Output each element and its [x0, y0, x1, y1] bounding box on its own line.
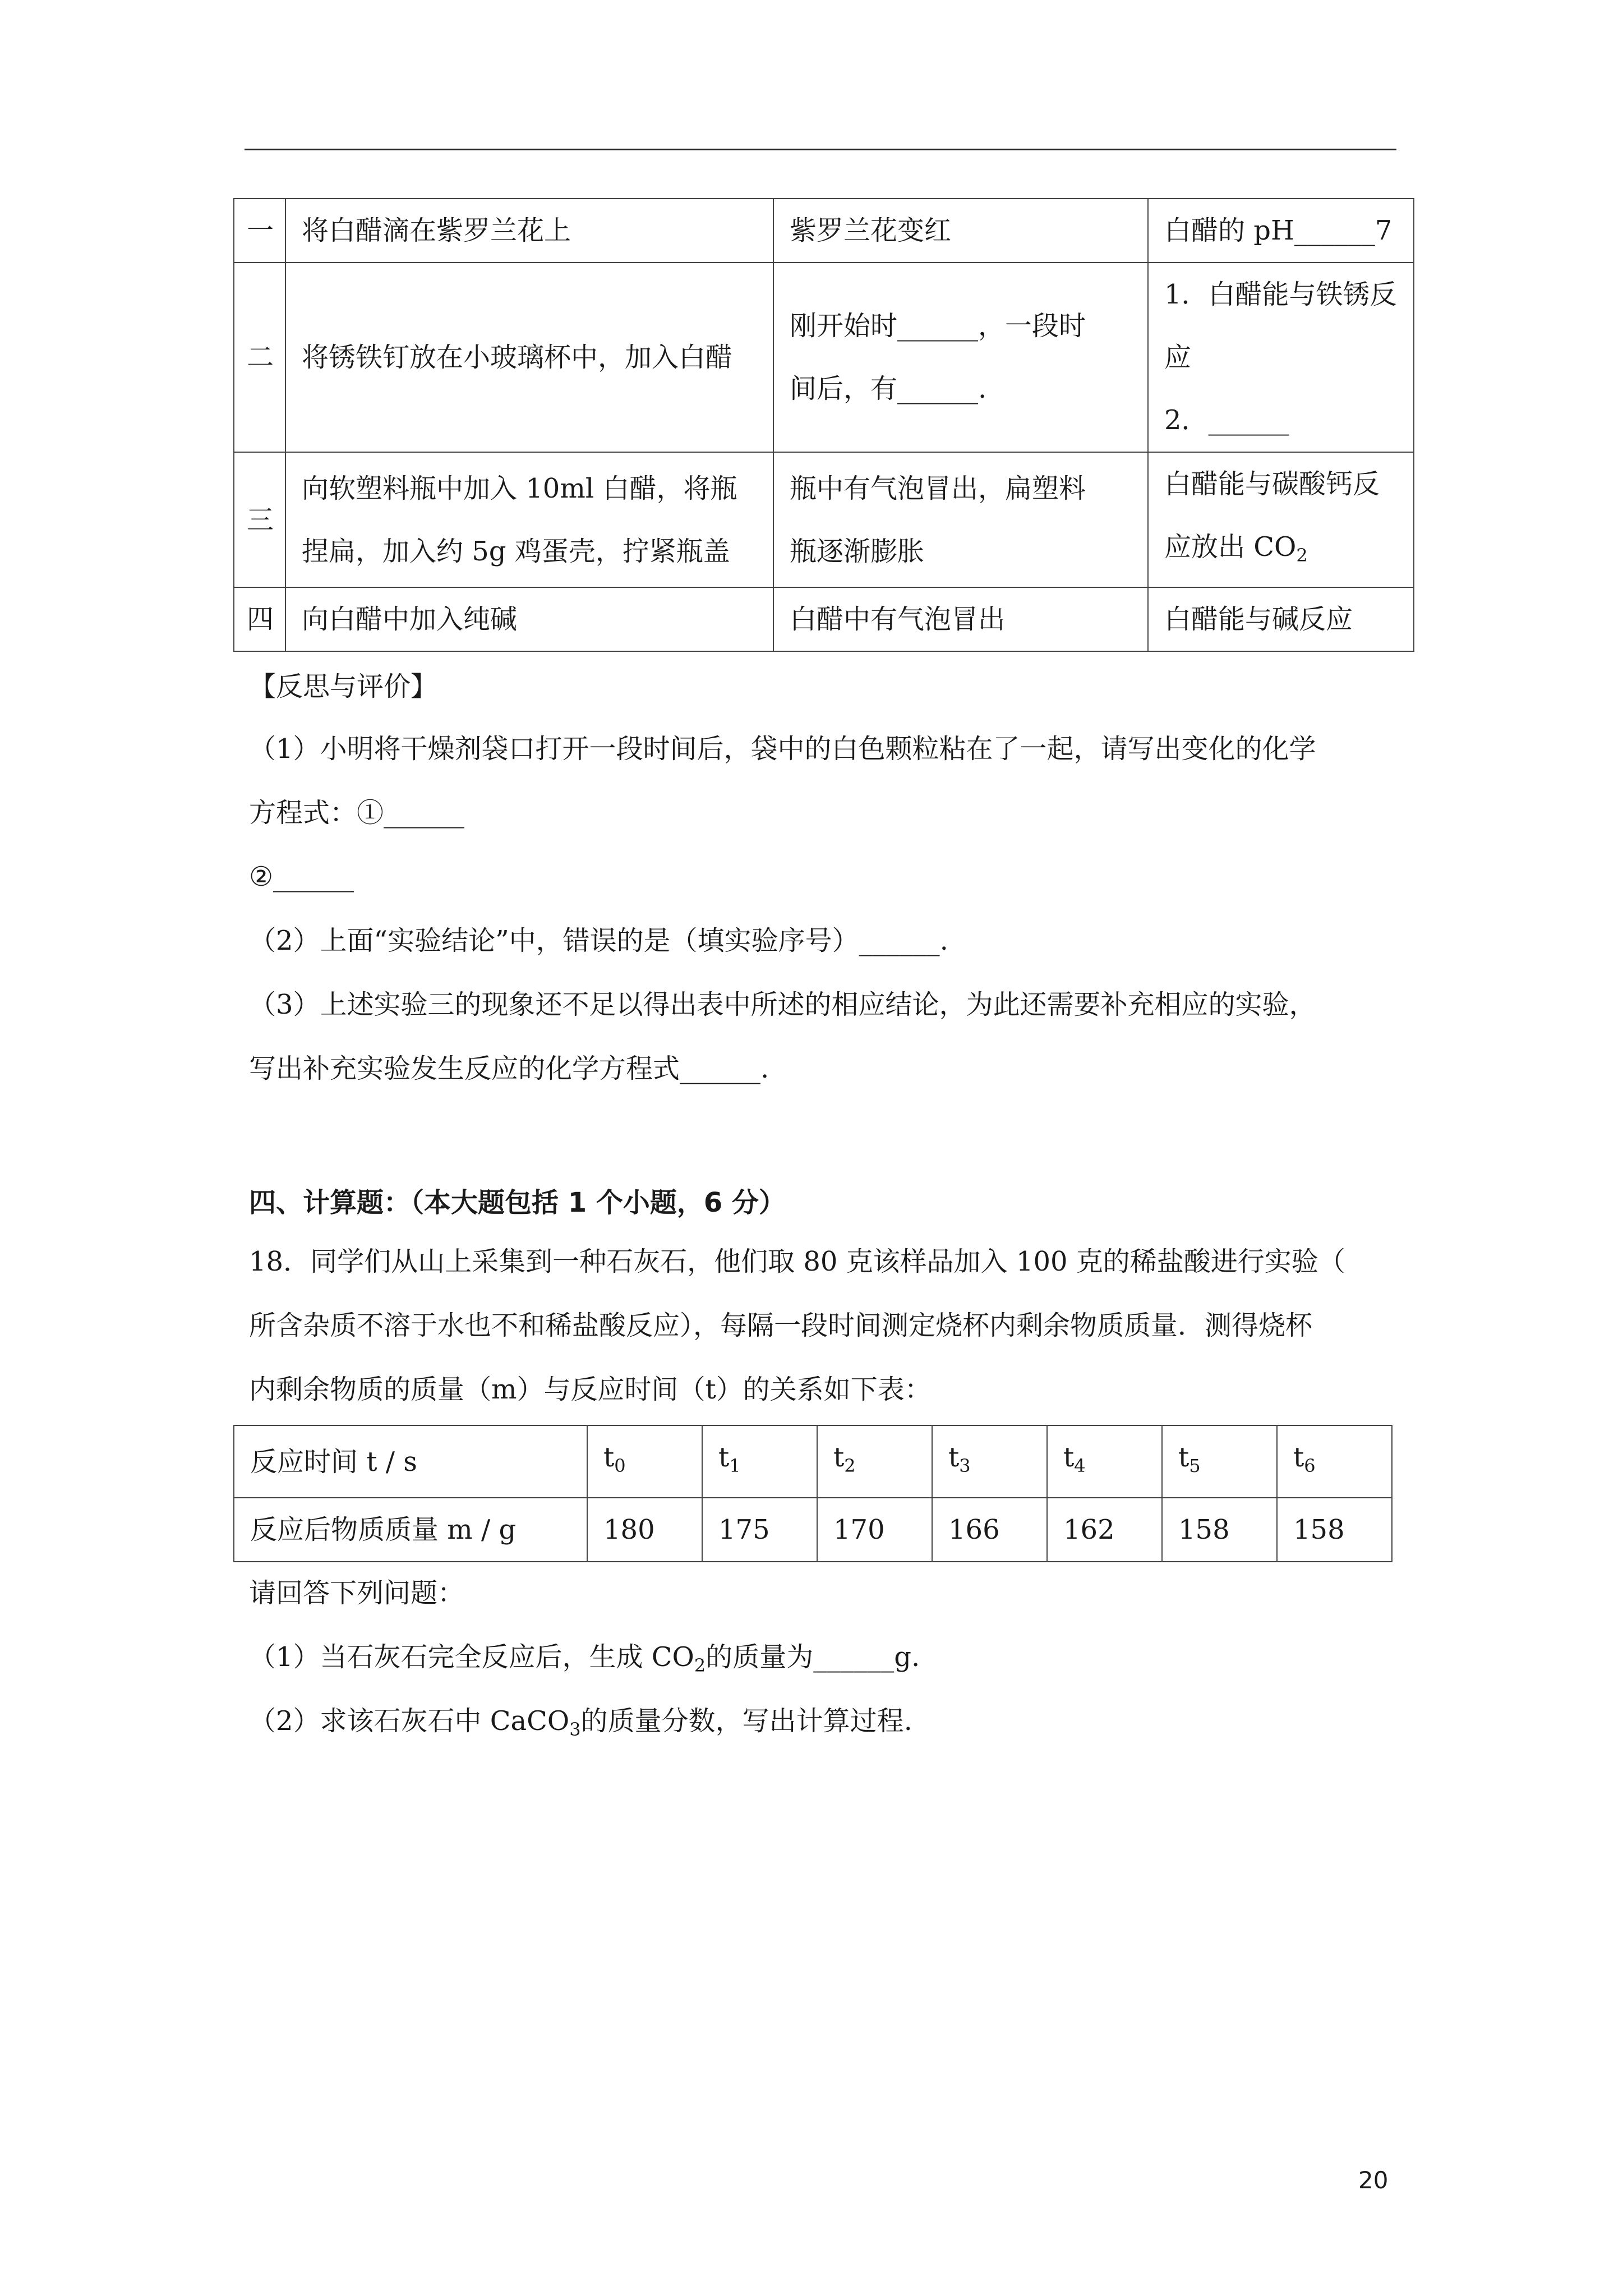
reflection-q1-line3: ②______ — [249, 861, 354, 892]
reflection-q1-line2: 方程式：①______ — [249, 797, 465, 829]
table-row — [234, 1425, 1392, 1498]
section-title: 四、计算题：（本大题包括 1 个小题，6 分） — [249, 1187, 786, 1218]
subscript: 1 — [729, 1455, 741, 1476]
table-row — [234, 263, 1414, 452]
subscript: 2 — [694, 1655, 706, 1676]
time-cell — [932, 1425, 1047, 1498]
reflection-q2: （2）上面“实验结论”中，错误的是（填实验序号）______. — [249, 925, 948, 956]
mass-cell: 158 — [1162, 1498, 1277, 1562]
table-row — [234, 1498, 1392, 1562]
operation-text: 向白醋中加入纯碱 — [302, 604, 518, 635]
mass-cell: 166 — [932, 1498, 1047, 1562]
mass-cell: 170 — [817, 1498, 932, 1562]
question-18-line2: 所含杂质不溶于水也不和稀盐酸反应），每隔一段时间测定烧杯内剩余物质质量．测得烧杯 — [249, 1310, 1313, 1341]
time-symbol: t — [718, 1442, 730, 1473]
table-row — [234, 199, 1414, 263]
time-cell — [817, 1425, 932, 1498]
question-2-post: 的质量分数，写出计算过程. — [580, 1705, 912, 1737]
reflection-heading: 【反思与评价】 — [249, 671, 438, 702]
phenomenon-text: 刚开始时______，一段时 — [790, 310, 1086, 342]
conclusion-text: 1．白醋能与铁锈反 — [1164, 279, 1397, 310]
time-symbol: t — [603, 1442, 615, 1473]
conclusion-cell — [1148, 452, 1414, 587]
phenomenon-cell — [773, 263, 1148, 452]
time-cell — [1162, 1425, 1277, 1498]
question-18-line3: 内剩余物质的质量（m）与反应时间（t）的关系如下表： — [249, 1374, 932, 1405]
answer-prompt: 请回答下列问题： — [249, 1577, 465, 1609]
phenomenon-text: 间后，有______. — [790, 373, 987, 404]
conclusion-text: 白醋的 pH______7 — [1164, 215, 1393, 246]
reflection-q3-line1: （3）上述实验三的现象还不足以得出表中所述的相应结论，为此还需要补充相应的实验， — [249, 989, 1316, 1020]
mass-header: 反应后物质质量 m / g — [234, 1498, 587, 1562]
conclusion-cell — [1148, 587, 1414, 651]
question-18-line1: 18．同学们从山上采集到一种石灰石，他们取 80 克该样品加入 100 克的稀盐酸进行实验（ — [249, 1246, 1345, 1277]
operation-text: 将锈铁钉放在小玻璃杯中，加入白醋 — [302, 342, 733, 373]
phenomenon-text: 瓶中有气泡冒出，扁塑料 — [790, 472, 1086, 504]
question-2 — [249, 1704, 912, 1746]
conclusion-text: 白醋能与碱反应 — [1164, 604, 1353, 635]
mass-cell: 158 — [1277, 1498, 1392, 1562]
mass-cell: 175 — [702, 1498, 817, 1562]
conclusion-text: 2．______ — [1164, 404, 1289, 436]
operation-cell — [285, 199, 773, 263]
phenomenon-cell — [773, 452, 1148, 587]
time-cell — [1277, 1425, 1392, 1498]
operation-cell — [285, 452, 773, 587]
conclusion-text: 白醋能与碳酸钙反 — [1164, 468, 1380, 500]
mass-cell: 162 — [1047, 1498, 1162, 1562]
phenomenon-text: 瓶逐渐膨胀 — [790, 535, 925, 567]
conclusion-text: 应 — [1164, 342, 1192, 373]
phenomenon-text: 紫罗兰花变红 — [790, 215, 952, 246]
time-symbol: t — [1293, 1442, 1304, 1473]
question-1-post: 的质量为______g. — [706, 1641, 920, 1673]
time-symbol: t — [948, 1442, 960, 1473]
subscript: 3 — [569, 1719, 581, 1740]
question-2-pre: （2）求该石灰石中 CaCO — [249, 1705, 570, 1737]
subscript: 6 — [1304, 1455, 1316, 1476]
conclusion-cell — [1148, 199, 1414, 263]
operation-text: 向软塑料瓶中加入 10ml 白醋，将瓶 — [302, 472, 737, 504]
conclusion-text — [1164, 516, 1398, 587]
row-number: 二 — [234, 263, 285, 452]
phenomenon-cell — [773, 199, 1148, 263]
table-row — [234, 587, 1414, 651]
header-rule — [245, 149, 1396, 150]
mass-cell: 180 — [587, 1498, 702, 1562]
table-row — [234, 452, 1414, 587]
subscript: 0 — [614, 1455, 626, 1476]
row-number: 四 — [234, 587, 285, 651]
subscript: 4 — [1074, 1455, 1086, 1476]
subscript: 5 — [1189, 1455, 1201, 1476]
time-cell — [1047, 1425, 1162, 1498]
question-1 — [249, 1640, 920, 1682]
time-cell — [587, 1425, 702, 1498]
conclusion-cell — [1148, 263, 1414, 452]
page-number: 20 — [1358, 2166, 1389, 2194]
data-table — [233, 1425, 1393, 1562]
question-1-pre: （1）当石灰石完全反应后，生成 CO — [249, 1641, 694, 1673]
time-cell — [702, 1425, 817, 1498]
time-symbol: t — [833, 1442, 845, 1473]
time-symbol: t — [1178, 1442, 1189, 1473]
time-symbol: t — [1063, 1442, 1075, 1473]
subscript: 3 — [959, 1455, 971, 1476]
time-header: 反应时间 t / s — [234, 1425, 587, 1498]
operation-cell — [285, 587, 773, 651]
operation-cell — [285, 263, 773, 452]
reflection-q1-line1: （1）小明将干燥剂袋口打开一段时间后，袋中的白色颗粒粘在了一起，请写出变化的化学 — [249, 733, 1316, 765]
conclusion-text-main: 应放出 CO — [1164, 531, 1297, 563]
operation-text: 将白醋滴在紫罗兰花上 — [302, 215, 571, 246]
subscript: 2 — [844, 1455, 856, 1476]
subscript: 2 — [1296, 545, 1308, 566]
phenomenon-text: 白醋中有气泡冒出 — [790, 604, 1006, 635]
phenomenon-cell — [773, 587, 1148, 651]
row-number: 三 — [234, 452, 285, 587]
reflection-q3-line2: 写出补充实验发生反应的化学方程式______. — [249, 1053, 769, 1084]
row-number: 一 — [234, 199, 285, 263]
operation-text: 捏扁，加入约 5g 鸡蛋壳，拧紧瓶盖 — [302, 535, 730, 567]
experiment-table — [233, 198, 1414, 652]
